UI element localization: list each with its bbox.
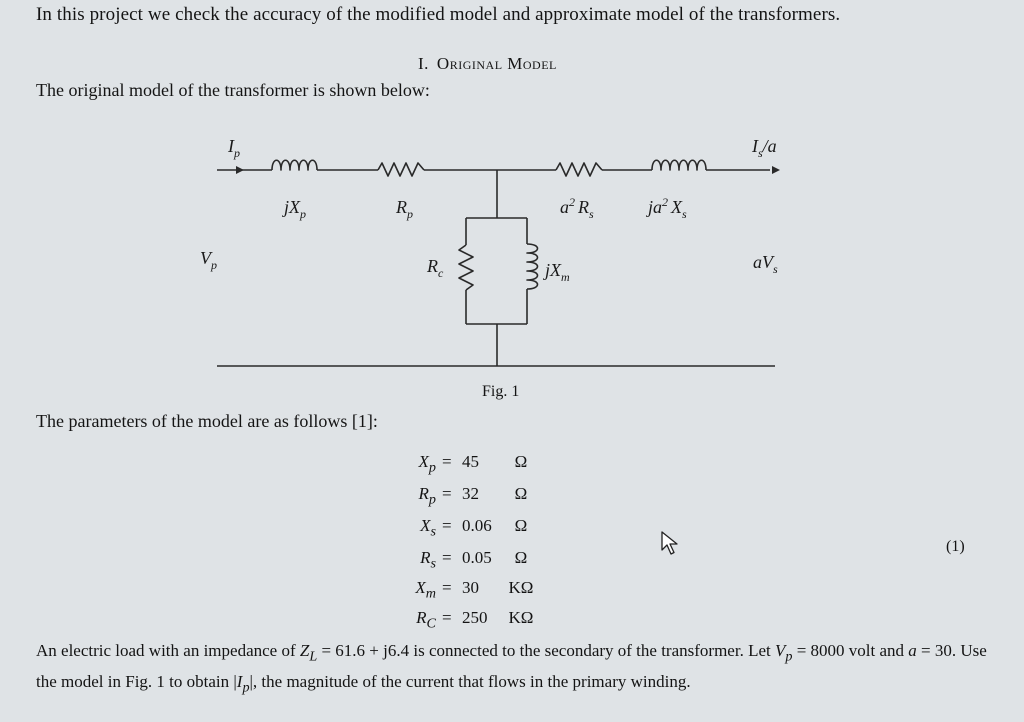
section-number: I. — [418, 54, 429, 73]
label-is-a: $I_s/a$ — [752, 136, 777, 160]
param-row: $X_s$ = 0.06 Ω — [396, 516, 576, 538]
param-symbol: $R_C$ — [416, 608, 436, 632]
param-symbol: $R_p$ — [418, 484, 436, 508]
problem-statement: An electric load with an impedance of $Z_L = 61.6 + j6.4$ is connected to the secondary of the transformer. Let $V_p = 8000$ volt and a = 30. Use the model in Fig. 1 to obtain $|I_p|$, the magnitude of the current that flows in the primary winding. — [36, 641, 987, 696]
params-intro-text: The parameters of the model are as follows [1]: — [36, 411, 378, 431]
inductor-ja2xs — [652, 160, 706, 170]
param-row: $R_C$ = 250 KΩ — [396, 608, 576, 630]
param-unit: KΩ — [508, 578, 534, 597]
label-vp: $V_p$ — [200, 248, 217, 272]
mouse-pointer-icon — [660, 530, 682, 556]
param-unit: KΩ — [508, 608, 534, 627]
intro-text: In this project we check the accuracy of the modified model and approximate model of the transformers. — [36, 4, 841, 25]
inductor-jxp — [272, 160, 317, 170]
param-row: $X_m$ = 30 KΩ — [396, 578, 576, 600]
param-value: 250 — [462, 608, 488, 627]
param-symbol: $X_p$ — [418, 452, 436, 476]
label-ip: $I_p$ — [228, 136, 240, 160]
inductor-jxm — [527, 244, 538, 289]
circuit-wires — [217, 160, 775, 366]
param-value: 0.05 — [462, 548, 492, 567]
equation-number: (1) — [946, 538, 965, 555]
label-avs: $aV_s$ — [753, 252, 778, 276]
arrow-is-icon — [772, 166, 780, 174]
param-value: 30 — [462, 578, 479, 597]
param-symbol: $X_m$ — [415, 578, 436, 602]
param-row: $R_p$ = 32 Ω — [396, 484, 576, 506]
param-row: $R_s$ = 0.05 Ω — [396, 548, 576, 570]
figure-caption: Fig. 1 — [482, 383, 520, 400]
param-value: 45 — [462, 452, 479, 471]
param-symbol: $X_s$ — [420, 516, 436, 540]
param-row: $X_p$ = 45 Ω — [396, 452, 576, 474]
section-title: Original Model — [436, 54, 557, 73]
resistor-rc — [459, 245, 473, 290]
param-unit: Ω — [514, 452, 528, 471]
param-value: 32 — [462, 484, 479, 503]
label-jxm: $jX_m$ — [545, 260, 570, 284]
label-rc: $R_c$ — [427, 256, 444, 280]
arrow-ip-icon — [236, 166, 244, 174]
label-rp: $R_p$ — [396, 197, 413, 221]
param-unit: Ω — [514, 548, 528, 567]
param-unit: Ω — [514, 516, 528, 535]
label-ja2xs: $ja^2$ $X_s$ — [648, 195, 687, 221]
original-model-text: The original model of the transformer is shown below: — [36, 80, 430, 100]
resistor-a2rs — [556, 163, 602, 176]
resistor-rp — [378, 163, 424, 176]
param-value: 0.06 — [462, 516, 492, 535]
label-jxp: $jX_p$ — [284, 197, 306, 221]
label-a2rs: $a^2$ $R_s$ — [560, 195, 594, 221]
param-unit: Ω — [514, 484, 528, 503]
param-symbol: $R_s$ — [420, 548, 436, 572]
